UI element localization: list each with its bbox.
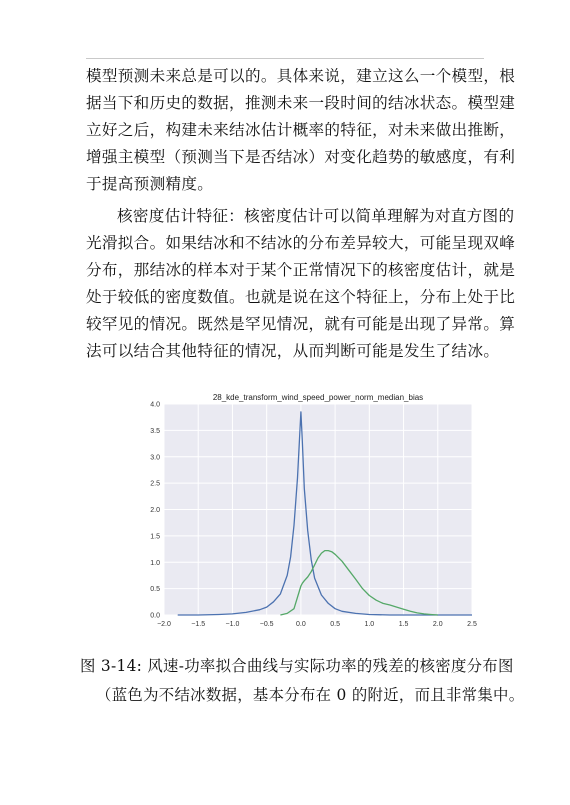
y-tick-label: 2.0: [150, 507, 160, 514]
x-tick-label: −2.0: [157, 621, 171, 628]
text-line: 于提高预测精度。: [86, 175, 214, 193]
x-tick-label: −0.5: [259, 621, 274, 628]
text-line: 光滑拟合。如果结冰和不结冰的分布差异较大，可能呈现双峰: [86, 234, 516, 252]
paragraph-prediction: [86, 63, 516, 198]
y-tick-label: 0.5: [150, 586, 160, 594]
figure-caption-note: （蓝色为不结冰数据，基本分布在 0 的附近，而且非常集中。: [96, 686, 525, 704]
paragraph-kde-feature: [86, 203, 516, 365]
x-tick-label: 1.5: [398, 621, 409, 628]
text-line: 处于较低的密度数值。也就是说在这个特征上，分布上处于比: [86, 288, 516, 306]
text-line: 增强主模型（预测当下是否结冰）对变化趋势的敏感度，有利: [86, 148, 516, 166]
text-line: 核密度估计特征：核密度估计可以简单理解为对直方图的: [117, 207, 515, 225]
kde-chart: [140, 392, 480, 637]
x-tick-label: −1.5: [191, 621, 206, 628]
x-tick-label: −1.0: [225, 621, 240, 628]
text-line: 模型预测未来总是可以的。具体来说，建立这么一个模型，根: [86, 67, 516, 85]
x-tick-label: 2.0: [432, 621, 443, 628]
y-tick-label: 4.0: [150, 401, 160, 409]
text-line: 立好之后，构建未来结冰估计概率的特征，对未来做出推断，: [86, 121, 516, 139]
x-tick-label: 0.0: [296, 621, 306, 628]
text-line: 较罕见的情况。既然是罕见情况，就有可能是出现了异常。算: [86, 315, 516, 333]
y-tick-label: 3.0: [150, 454, 160, 462]
x-tick-label: 1.0: [364, 621, 375, 628]
text-line: 分布，那结冰的样本对于某个正常情况下的核密度估计，就是: [86, 261, 516, 279]
y-tick-label: 1.0: [150, 559, 160, 567]
header-rule: [86, 58, 484, 59]
text-line: 据当下和历史的数据，推测未来一段时间的结冰状态。模型建: [86, 94, 516, 112]
x-tick-label: 2.5: [467, 621, 477, 628]
x-tick-label: 0.5: [330, 621, 340, 628]
y-tick-label: 0.0: [150, 612, 160, 620]
y-tick-label: 1.5: [150, 533, 160, 541]
figure-caption: 图 3-14: 风速-功率拟合曲线与实际功率的残差的核密度分布图: [80, 657, 514, 675]
text-line: 法可以结合其他特征的情况，从而判断可能是发生了结冰。: [86, 342, 500, 360]
chart-title: 28_kde_transform_wind_speed_power_norm_median_bias: [212, 393, 424, 402]
y-tick-label: 3.5: [150, 427, 160, 435]
y-tick-label: 2.5: [150, 480, 160, 488]
